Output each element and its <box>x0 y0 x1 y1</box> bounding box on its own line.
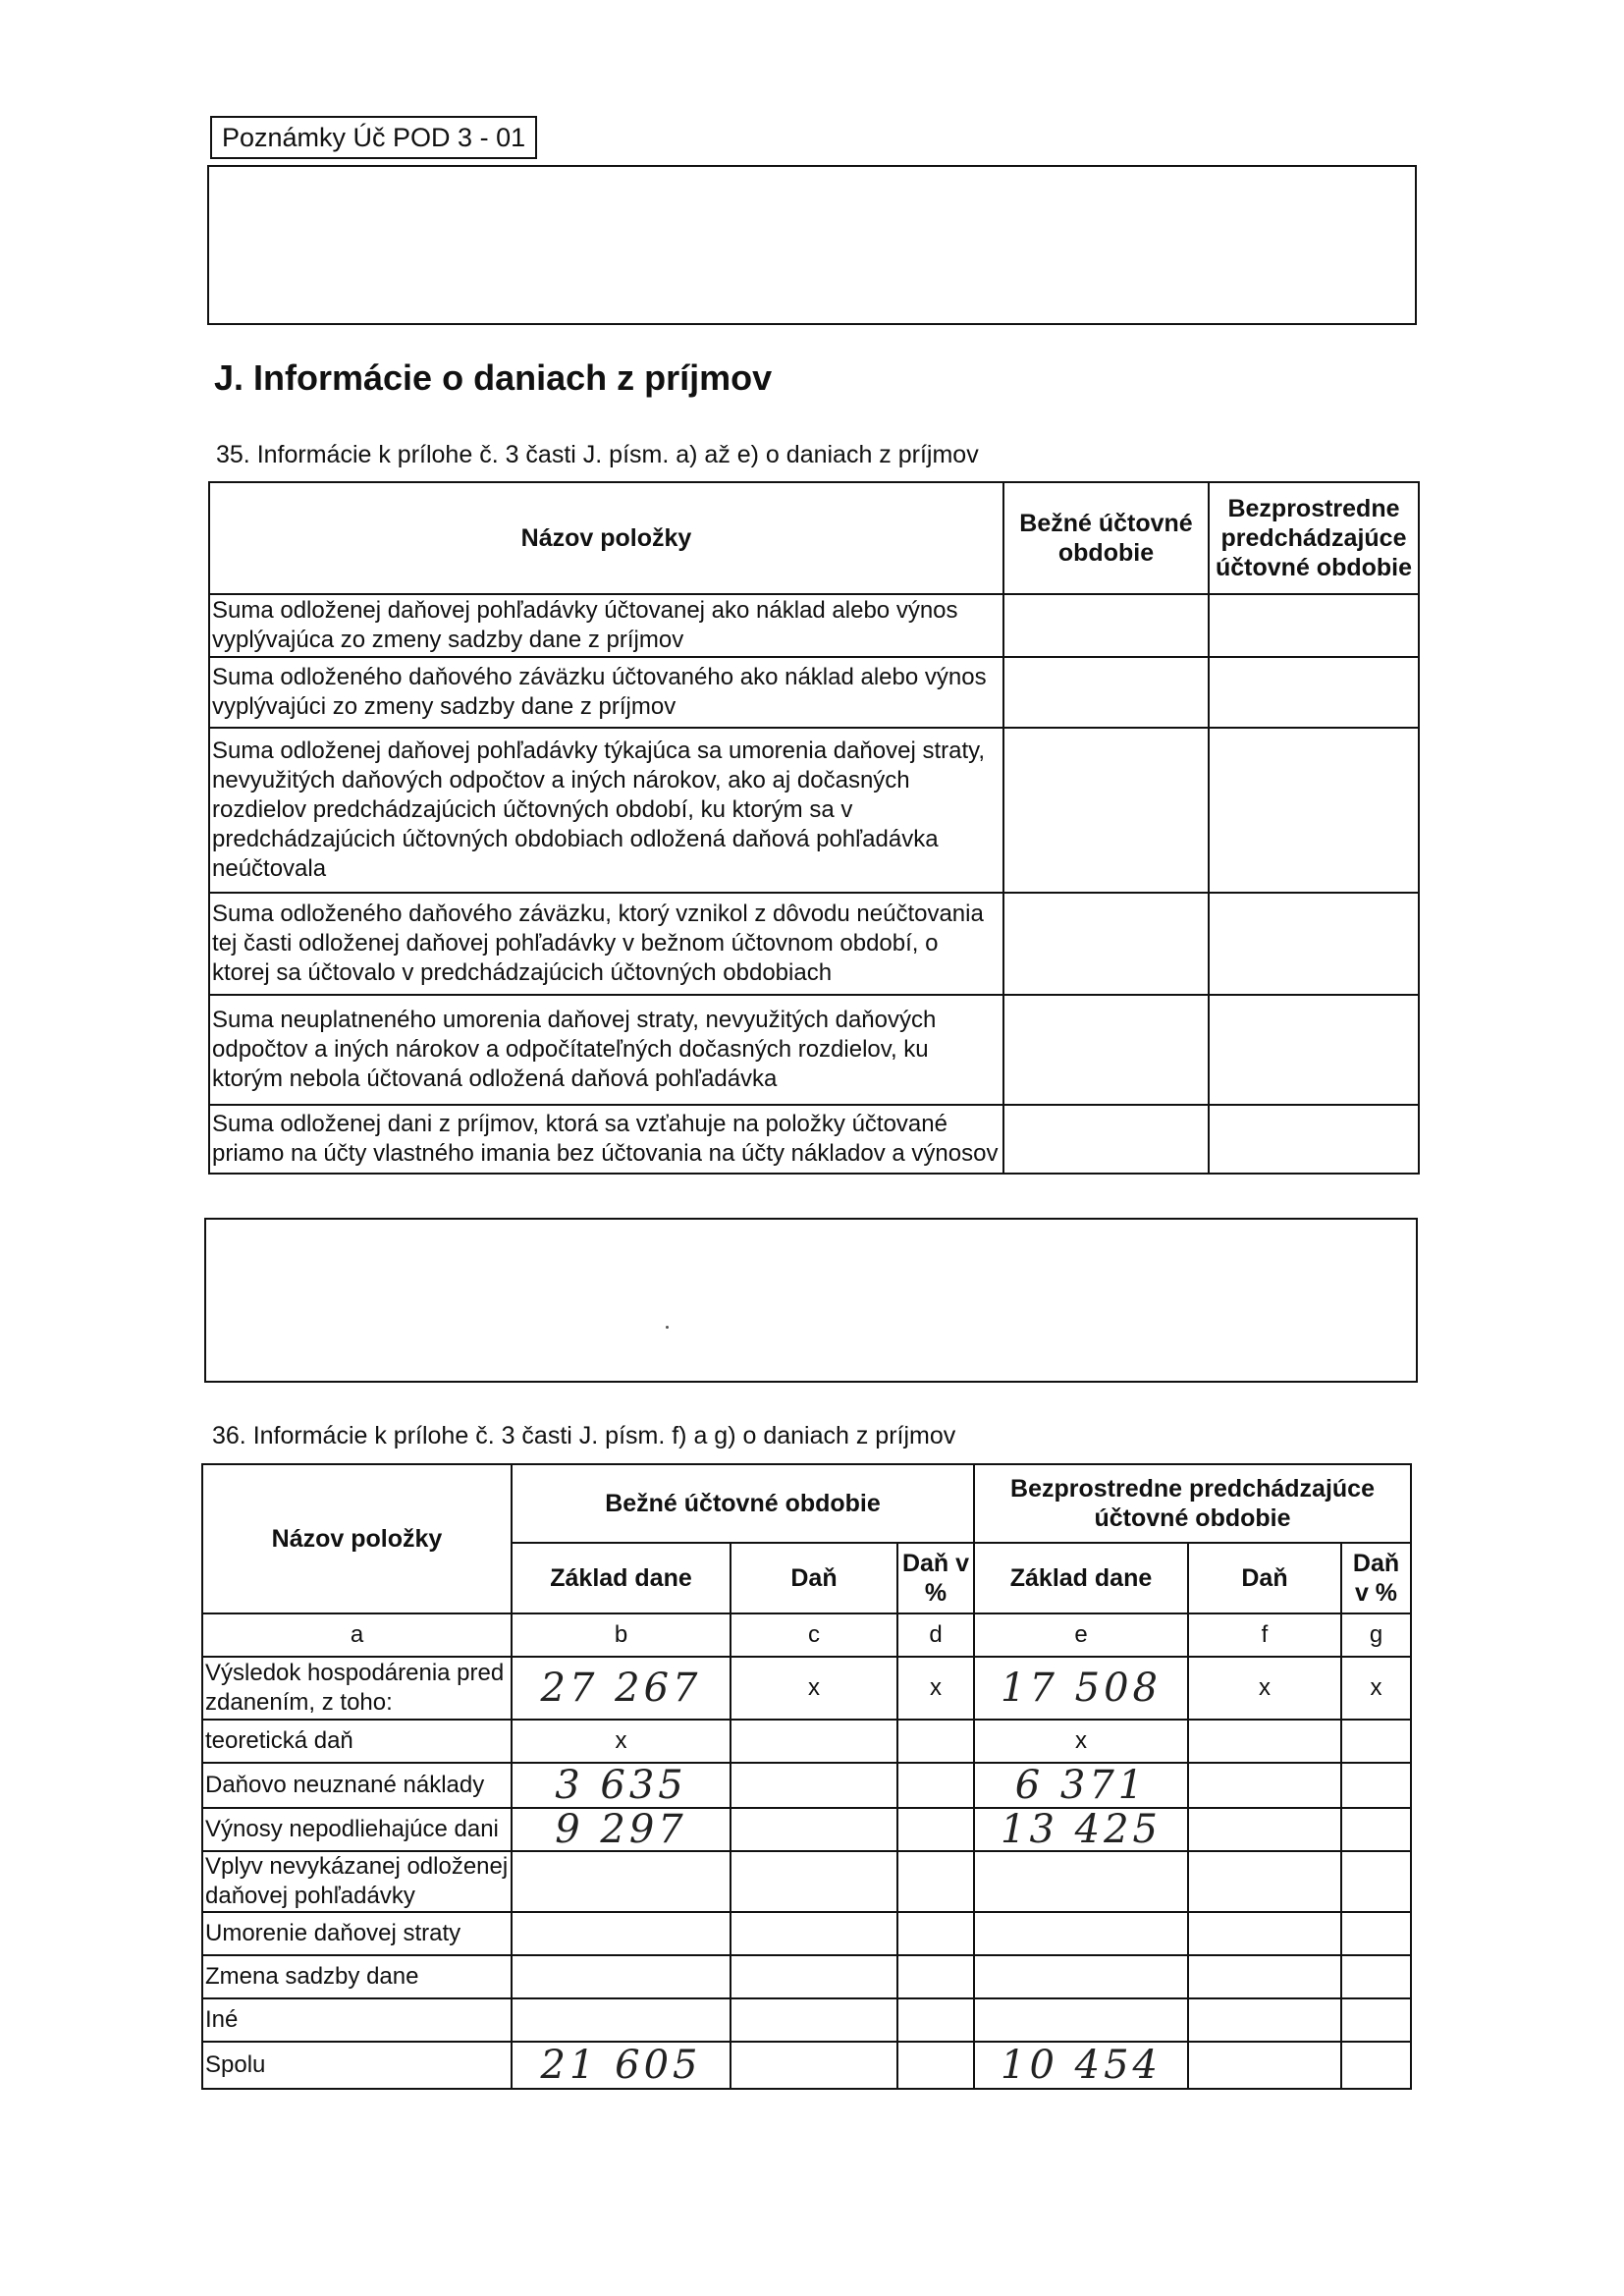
handwritten-value: 13 425 <box>974 1808 1188 1851</box>
value-cell <box>731 2042 897 2089</box>
value-cell <box>1188 1955 1341 1998</box>
handwritten-value: 6 371 <box>974 1763 1188 1808</box>
value-cell <box>1341 1808 1411 1851</box>
value-cell <box>897 2042 974 2089</box>
table-row <box>209 1105 1419 1174</box>
handwritten-value: 9 297 <box>512 1808 731 1851</box>
form-code-label: Poznámky Úč POD 3 - 01 <box>210 116 537 159</box>
col-letter: a <box>202 1613 512 1657</box>
value-cell <box>1341 1763 1411 1808</box>
col-header-pct-current: Daň v % <box>897 1543 974 1613</box>
value-cell <box>512 1851 731 1912</box>
row-label: Vplyv nevykázanej odloženej daňovej pohľadávky <box>202 1851 512 1912</box>
table-row <box>202 1998 1411 2042</box>
value-cell <box>1209 657 1419 728</box>
row-label: Suma odloženého daňového záväzku, ktorý vznikol z dôvodu neúčtovania tej časti odloženej daňovej pohľadávky v bežnom účtovnom období, o ktorej sa účtovalo v predchádzajúcich účtovných obdobiach <box>209 893 1003 995</box>
table-row <box>202 1720 1411 1763</box>
col-header-tax-previous: Daň <box>1188 1543 1341 1613</box>
value-cell <box>731 1955 897 1998</box>
value-cell <box>1003 594 1209 657</box>
value-cell <box>897 1912 974 1955</box>
handwritten-value: 21 605 <box>512 2042 731 2089</box>
row-label: teoretická daň <box>202 1720 512 1763</box>
col-letter: d <box>897 1613 974 1657</box>
value-cell <box>1003 893 1209 995</box>
col-header-base-current: Základ dane <box>512 1543 731 1613</box>
value-cell: x <box>897 1657 974 1720</box>
value-cell <box>1188 1763 1341 1808</box>
value-cell <box>1209 1105 1419 1174</box>
value-cell: x <box>512 1720 731 1763</box>
value-cell <box>731 1763 897 1808</box>
value-cell <box>1341 1955 1411 1998</box>
col-letter: c <box>731 1613 897 1657</box>
value-cell <box>1209 728 1419 893</box>
row-label: Suma odloženej daňovej pohľadávky účtovanej ako náklad alebo výnos vyplývajúca zo zmeny sadzby dane z príjmov <box>209 594 1003 657</box>
row-label: Umorenie daňovej straty <box>202 1912 512 1955</box>
value-cell <box>731 1851 897 1912</box>
row-label: Výsledok hospodárenia pred zdanením, z toho: <box>202 1657 512 1720</box>
col-header-previous: Bezprostredne predchádzajúce účtovné obdobie <box>1209 482 1419 594</box>
value-cell <box>1188 1808 1341 1851</box>
value-cell <box>1003 657 1209 728</box>
handwritten-value: 17 508 <box>974 1657 1188 1720</box>
value-cell <box>1341 2042 1411 2089</box>
handwritten-value: 3 635 <box>512 1763 731 1808</box>
value-cell <box>731 1998 897 2042</box>
value-cell <box>1003 995 1209 1105</box>
row-label: Daňovo neuznané náklady <box>202 1763 512 1808</box>
value-cell: x <box>731 1657 897 1720</box>
notes-box-2 <box>204 1218 1418 1383</box>
value-cell <box>1341 1998 1411 2042</box>
value-cell <box>1188 1720 1341 1763</box>
value-cell <box>974 1998 1188 2042</box>
value-cell <box>897 1720 974 1763</box>
table-row <box>202 2042 1411 2089</box>
table-row <box>202 1657 1411 1720</box>
table-row <box>202 1851 1411 1912</box>
value-cell <box>897 1808 974 1851</box>
value-cell <box>974 1912 1188 1955</box>
value-cell <box>1003 1105 1209 1174</box>
value-cell <box>731 1720 897 1763</box>
table-row <box>202 1912 1411 1955</box>
table-row <box>202 1763 1411 1808</box>
col-header-previous: Bezprostredne predchádzajúce účtovné obdobie <box>974 1464 1411 1543</box>
value-cell <box>731 1808 897 1851</box>
table35-caption: 35. Informácie k prílohe č. 3 časti J. písm. a) až e) o daniach z príjmov <box>216 441 979 468</box>
row-label: Iné <box>202 1998 512 2042</box>
value-cell <box>974 1851 1188 1912</box>
value-cell <box>1188 1851 1341 1912</box>
scan-speck <box>666 1326 669 1329</box>
handwritten-value: 10 454 <box>974 2042 1188 2089</box>
value-cell <box>1341 1720 1411 1763</box>
value-cell <box>1341 1912 1411 1955</box>
value-cell <box>974 1955 1188 1998</box>
col-header-current: Bežné účtovné obdobie <box>1003 482 1209 594</box>
value-cell <box>1209 594 1419 657</box>
row-label: Suma odloženej daňovej pohľadávky týkajúca sa umorenia daňovej straty, nevyužitých daňových odpočtov a iných nárokov, ako aj dočasných rozdielov predchádzajúcich účtovných období, ku ktorým sa v predchádzajúcich účtovných obdobiach odložená daňová pohľadávka neúčtovala <box>209 728 1003 893</box>
value-cell <box>897 1955 974 1998</box>
value-cell: x <box>1341 1657 1411 1720</box>
col-letter: b <box>512 1613 731 1657</box>
handwritten-value: 27 267 <box>512 1657 731 1720</box>
value-cell <box>1188 2042 1341 2089</box>
col-header-name: Názov položky <box>202 1464 512 1613</box>
section-title: J. Informácie o daniach z príjmov <box>214 357 773 398</box>
col-letter: e <box>974 1613 1188 1657</box>
col-letter: g <box>1341 1613 1411 1657</box>
row-label: Zmena sadzby dane <box>202 1955 512 1998</box>
col-header-tax-current: Daň <box>731 1543 897 1613</box>
value-cell <box>897 1998 974 2042</box>
table-35 <box>208 481 1420 1175</box>
row-label: Výnosy nepodliehajúce dani <box>202 1808 512 1851</box>
value-cell <box>1003 728 1209 893</box>
col-header-name: Názov položky <box>209 482 1003 594</box>
table-row <box>202 1808 1411 1851</box>
value-cell <box>1209 995 1419 1105</box>
value-cell <box>1188 1912 1341 1955</box>
table-36 <box>201 1463 1412 2090</box>
table-row <box>209 594 1419 657</box>
col-header-pct-previous: Daň v % <box>1341 1543 1411 1613</box>
row-label: Suma neuplatneného umorenia daňovej straty, nevyužitých daňových odpočtov a iných nárokov a odpočítateľných dočasných rozdielov, ku ktorým nebola účtovaná odložená daňová pohľadávka <box>209 995 1003 1105</box>
col-letter: f <box>1188 1613 1341 1657</box>
value-cell <box>512 1912 731 1955</box>
table-row <box>209 893 1419 995</box>
value-cell <box>1341 1851 1411 1912</box>
value-cell: x <box>1188 1657 1341 1720</box>
row-label: Suma odloženej dani z príjmov, ktorá sa vzťahuje na položky účtované priamo na účty vlastného imania bez účtovania na účty nákladov a výnosov <box>209 1105 1003 1174</box>
col-header-current: Bežné účtovné obdobie <box>512 1464 974 1543</box>
table36-caption: 36. Informácie k prílohe č. 3 časti J. písm. f) a g) o daniach z príjmov <box>212 1422 956 1449</box>
value-cell <box>1188 1998 1341 2042</box>
table-row <box>202 1955 1411 1998</box>
value-cell <box>731 1912 897 1955</box>
value-cell <box>512 1955 731 1998</box>
value-cell <box>512 1998 731 2042</box>
value-cell <box>897 1851 974 1912</box>
row-label: Spolu <box>202 2042 512 2089</box>
value-cell <box>897 1763 974 1808</box>
value-cell <box>1209 893 1419 995</box>
col-header-base-previous: Základ dane <box>974 1543 1188 1613</box>
value-cell: x <box>974 1720 1188 1763</box>
table-row <box>209 728 1419 893</box>
row-label: Suma odloženého daňového záväzku účtovaného ako náklad alebo výnos vyplývajúci zo zmeny sadzby dane z príjmov <box>209 657 1003 728</box>
notes-box <box>207 165 1417 325</box>
table-row <box>209 657 1419 728</box>
table-row <box>209 995 1419 1105</box>
